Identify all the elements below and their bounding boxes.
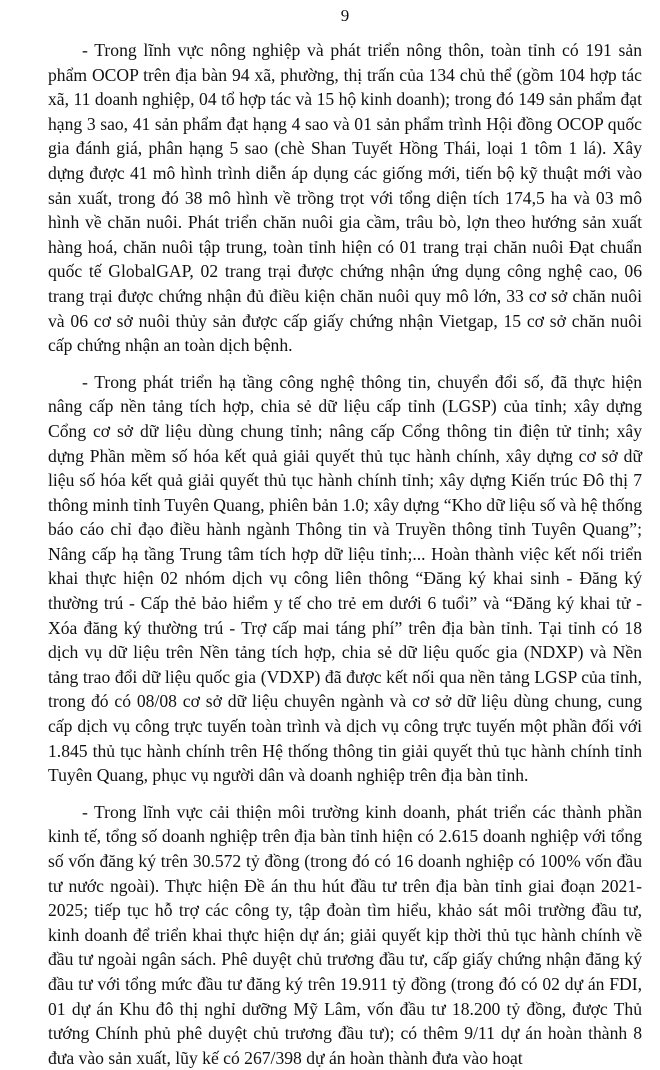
page-number: 9 [340, 6, 350, 25]
paragraph-agriculture: - Trong lĩnh vực nông nghiệp và phát triển nông thôn, toàn tỉnh có 191 sản phẩm OCOP trên địa bàn 94 xã, phường, thị trấn của 134 chủ thể (gồm 104 hợp tác xã, 11 doanh nghiệp, 04 tổ hợp tác và 15 hộ kinh doanh); trong đó 149 sản phẩm đạt hạng 3 sao, 41 sản phẩm đạt hạng 4 sao và 01 sản phẩm trình Hội đồng OCOP quốc gia đánh giá, phân hạng 5 sao (chè Shan Tuyết Hồng Thái, loại 1 tôm 1 lá). Xây dựng được 41 mô hình trình diễn áp dụng các giống mới, tiến bộ kỹ thuật mới vào sản xuất, trong đó 38 mô hình về trồng trọt với tổng diện tích 174,5 ha và 03 mô hình về chăn nuôi. Phát triển chăn nuôi gia cầm, trâu bò, lợn theo hướng sản xuất hàng hoá, chăn nuôi tập trung, toàn tỉnh hiện có 01 trang trại chăn nuôi Đạt chuẩn quốc tế GlobalGAP, 02 trang trại được chứng nhận ứng dụng công nghệ cao, 06 trang trại được chứng nhận đủ điều kiện chăn nuôi quy mô lớn, 33 cơ sở chăn nuôi và 06 cơ sở nuôi thủy sản được cấp giấy chứng nhận Vietgap, 15 cơ sở chăn nuôi cấp chứng nhận an toàn dịch bệnh. [48, 40, 642, 356]
paragraph-business-environment: - Trong lĩnh vực cải thiện môi trường kinh doanh, phát triển các thành phần kinh tế, tổng số doanh nghiệp trên địa bàn tỉnh hiện có 2.615 doanh nghiệp với tổng số vốn đăng ký trên 30.572 tỷ đồng (trong đó có 16 doanh nghiệp có 100% vốn đầu tư nước ngoài). Thực hiện Đề án thu hút đầu tư trên địa bàn tỉnh giai đoạn 2021-2025; tiếp tục hỗ trợ các công ty, tập đoàn tìm hiểu, khảo sát môi trường đầu tư, kinh doanh để triển khai thực hiện dự án; giải quyết kịp thời thủ tục hành chính về đầu tư ngoài ngân sách. Phê duyệt chủ trương đầu tư, cấp giấy chứng nhận đăng ký đầu tư với tổng mức đầu tư đăng ký trên 19.911 tỷ đồng (trong đó có 02 dự án FDI, 01 dự án Khu đô thị nghỉ dưỡng Mỹ Lâm, vốn đầu tư 18.200 tỷ đồng, được Thủ tướng Chính phủ phê duyệt chủ trương đầu tư); có thêm 9/11 dự án hoàn thành 8 đưa vào sản xuất, lũy kế có 267/398 dự án hoàn thành đưa vào hoạt [48, 801, 642, 1068]
paragraph-digital-transformation: - Trong phát triển hạ tầng công nghệ thông tin, chuyển đổi số, đã thực hiện nâng cấp nền tảng tích hợp, chia sẻ dữ liệu cấp tỉnh (LGSP) của tỉnh; xây dựng Cổng cơ sở dữ liệu dùng chung tỉnh; nâng cấp Cổng thông tin điện tử tỉnh; xây dựng Phần mềm số hóa kết quả giải quyết thủ tục hành chính, xây dựng cơ sở dữ liệu số hóa kết quả giải quyết thủ tục hành chính tỉnh; xây dựng Kiến trúc Đô thị 7 thông minh tỉnh Tuyên Quang, phiên bản 1.0; xây dựng “Kho dữ liệu số và hệ thống báo cáo chỉ đạo điều hành ngành Thông tin và Truyền thông tỉnh Tuyên Quang”; Nâng cấp hạ tầng Trung tâm tích hợp dữ liệu tỉnh;... Hoàn thành việc kết nối triển khai thực hiện 02 nhóm dịch vụ công liên thông “Đăng ký khai sinh - Đăng ký thường trú - Cấp thẻ bảo hiểm y tế cho trẻ em dưới 6 tuổi” và “Đăng ký khai tử - Xóa đăng ký thường trú - Trợ cấp mai táng phí” trên địa bàn tỉnh. Tại tỉnh có 18 dịch vụ dữ liệu trên Nền tảng tích hợp, chia sẻ dữ liệu quốc gia (NDXP) và Nền tảng trao đổi dữ liệu quốc gia (VDXP) đã được kết nối qua nền tảng LGSP của tỉnh, trong đó có 08/08 cơ sở dữ liệu chuyên ngành và cơ sở dữ liệu dùng chung, cung cấp dịch vụ công trực tuyến toàn trình và dịch vụ công trực tuyến một phần đối với 1.845 thủ tục hành chính trên Hệ thống thông tin giải quyết thủ tục hành chính tỉnh Tuyên Quang, phục vụ người dân và doanh nghiệp trên địa bàn tỉnh. [48, 371, 642, 786]
